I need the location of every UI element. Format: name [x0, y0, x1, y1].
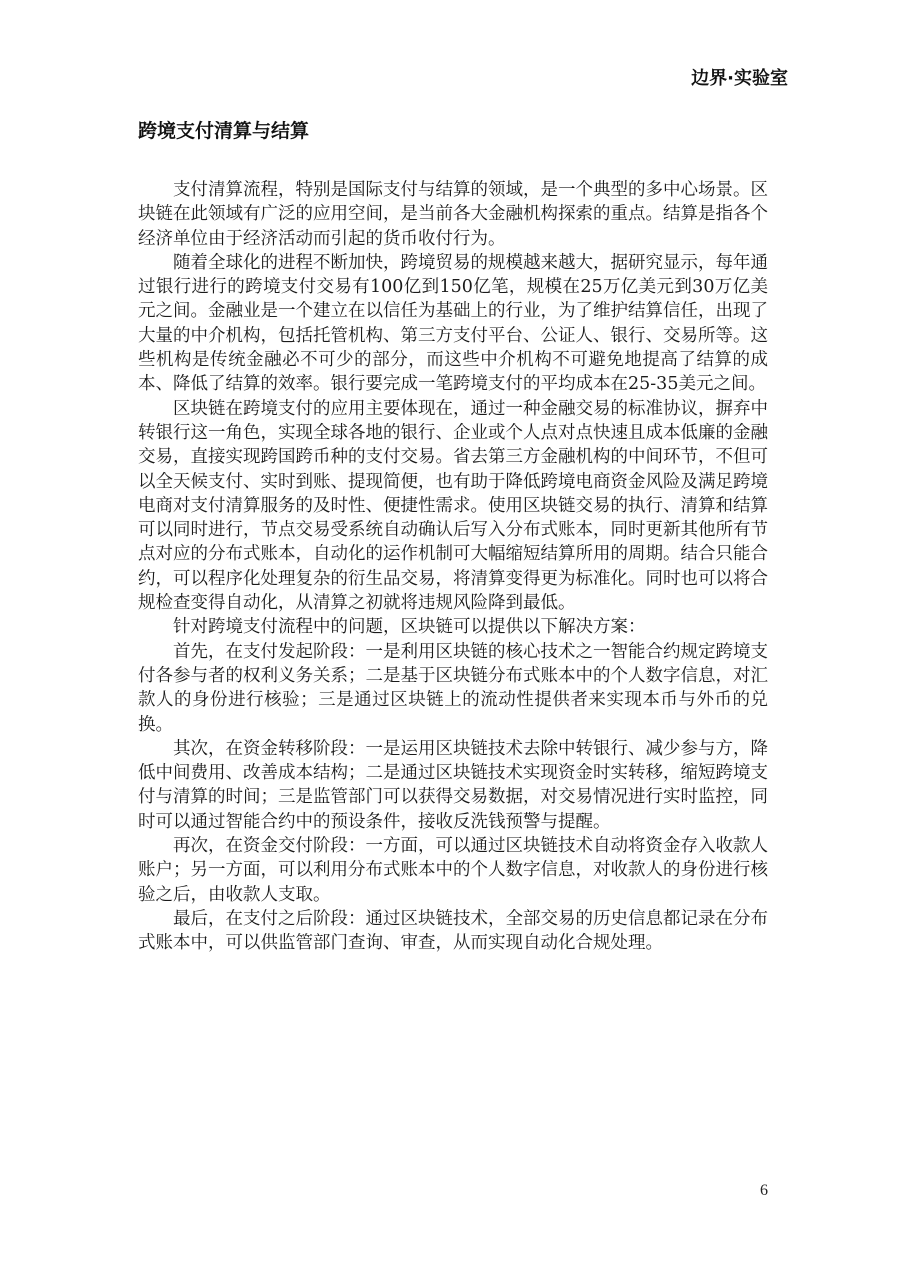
article-body	[138, 178, 768, 956]
paragraph-post-payment-stage: 最后，在支付之后阶段：通过区块链技术，全部交易的历史信息都记录在分布式账本中，可以供监管部门查询、审查，从而实现自动化合规处理。	[138, 908, 768, 954]
brand-logo: 边界·实验室	[691, 68, 788, 89]
paragraph-blockchain-application: 区块链在跨境支付的应用主要体现在，通过一种金融交易的标准协议，摒弃中转银行这一角色，实现全球各地的银行、企业或个人点对点快速且成本低廉的金融交易，直接实现跨国跨币种的支付交易。省去第三方金融机构的中间环节，不但可以全天候支付、实时到账、提现简便，也有助于降低跨境电商资金风险及满足跨境电商对支付清算服务的及时性、便捷性需求。使用区块链交易的执行、清算和结算可以同时进行，节点交易受系统自动确认后写入分布式账本，同时更新其他所有节点对应的分布式账本，自动化的运作机制可大幅缩短结算所用的周期。结合只能合约，可以程序化处理复杂的衍生品交易，将清算变得更为标准化。同时也可以将合规检查变得自动化，从清算之初就将违规风险降到最低。	[138, 398, 768, 614]
paragraph-initiation-stage: 首先，在支付发起阶段：一是利用区块链的核心技术之一智能合约规定跨境支付各参与者的权利义务关系；二是基于区块链分布式账本中的个人数字信息，对汇款人的身份进行核验；三是通过区块链上的流动性提供者来实现本币与外币的兑换。	[138, 641, 768, 735]
page-number: 6	[760, 1182, 768, 1199]
section-title: 跨境支付清算与结算	[138, 120, 310, 142]
paragraph-globalization: 随着全球化的进程不断加快，跨境贸易的规模越来越大，据研究显示，每年通过银行进行的跨境支付交易有100亿到150亿笔，规模在25万亿美元到30万亿美元之间。金融业是一个建立在以信任为基础上的行业，为了维护结算信任，出现了大量的中介机构，包括托管机构、第三方支付平台、公证人、银行、交易所等。这些机构是传统金融必不可少的部分，而这些中介机构不可避免地提高了结算的成本、降低了结算的效率。银行要完成一笔跨境支付的平均成本在25-35美元之间。	[138, 252, 768, 395]
paragraph-transfer-stage: 其次，在资金转移阶段：一是运用区块链技术去除中转银行、减少参与方，降低中间费用、改善成本结构；二是通过区块链技术实现资金时实转移，缩短跨境支付与清算的时间；三是监管部门可以获得交易数据，对交易情况进行实时监控，同时可以通过智能合约中的预设条件，接收反洗钱预警与提醒。	[138, 738, 768, 832]
paragraph-delivery-stage: 再次，在资金交付阶段：一方面，可以通过区块链技术自动将资金存入收款人账户；另一方面，可以利用分布式账本中的个人数字信息，对收款人的身份进行核验之后，由收款人支取。	[138, 836, 768, 905]
paragraph-intro: 支付清算流程，特别是国际支付与结算的领域，是一个典型的多中心场景。区块链在此领域有广泛的应用空间，是当前各大金融机构探索的重点。结算是指各个经济单位由于经济活动而引起的货币收付行为。	[138, 180, 768, 249]
paragraph-solutions-intro: 针对跨境支付流程中的问题，区块链可以提供以下解决方案：	[173, 617, 646, 638]
